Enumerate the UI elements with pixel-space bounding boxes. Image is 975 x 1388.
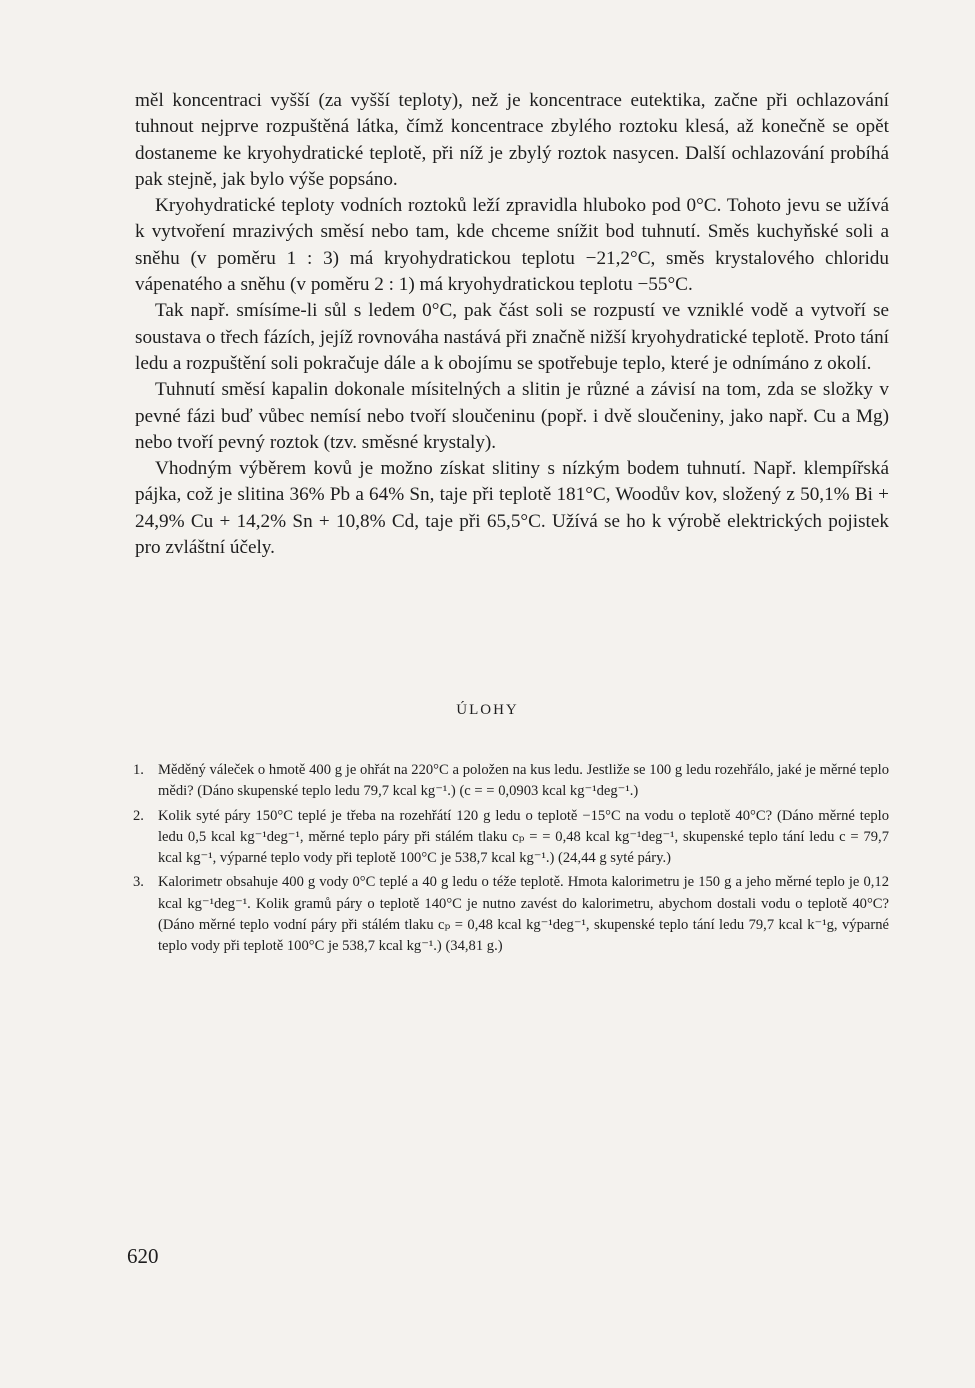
exercise-text: Kalorimetr obsahuje 400 g vody 0°C teplé a 40 g ledu o téže teplotě. Hmota kalorimetru je 150 g a jeho měrné teplo je 0,12 kcal kg⁻¹deg⁻¹. Kolik gramů páry o teplotě 140°C je nutno zavést do kalorimetru, abychom dostali vodu o teplotě 40°C? (Dáno měrné teplo vodní páry při stálém tlaku cₚ = 0,48 kcal kg⁻¹deg⁻¹, skupenské teplo tání ledu 79,7 kcal k⁻¹g, výparné teplo vody při teplotě 100°C je 538,7 kcal kg⁻¹.) (34,81 g.) <box>158 874 889 955</box>
paragraph: měl koncentraci vyšší (za vyšší teploty), než je koncentrace eutektika, začne při ochlazování tuhnout nejprve rozpuštěná látka, čímž koncentrace zbylého roztoku klesá, až konečně se opět dostaneme ke kryohydratické teplotě, při níž je zbylý roztok nasycen. Další ochlazování probíhá pak stejně, jak bylo výše popsáno. <box>135 90 889 190</box>
section-heading: ÚLOHY <box>456 702 519 718</box>
exercise-number: 3. <box>133 874 144 891</box>
page-number: 620 <box>127 1244 159 1268</box>
paragraph: Tuhnutí směsí kapalin dokonale mísitelných a slitin je různé a závisí na tom, zda se složky v pevné fázi buď vůbec nemísí nebo tvoří sloučeninu (popř. i dvě sloučeniny, jako např. Cu a Mg) nebo tvoří pevný roztok (tzv. směsné krystaly). <box>135 379 889 453</box>
exercise-number: 2. <box>133 807 144 824</box>
exercise-list <box>133 760 889 961</box>
exercise-item <box>133 872 889 957</box>
exercise-text: Kolik syté páry 150°C teplé je třeba na rozehřátí 120 g ledu o teplotě −15°C na vodu o teplotě 40°C? (Dáno měrné teplo ledu 0,5 kcal kg⁻¹deg⁻¹, měrné teplo páry při stálém tlaku cₚ = = 0,48 kcal kg⁻¹deg⁻¹, skupenské teplo tání ledu c = 79,7 kcal kg⁻¹, výparné teplo vody při teplotě 100°C je 538,7 kcal kg⁻¹.) (24,44 g syté páry.) <box>158 807 889 867</box>
body-text <box>135 88 889 561</box>
exercise-item <box>133 760 889 803</box>
paragraph: Vhodným výběrem kovů je možno získat slitiny s nízkým bodem tuhnutí. Např. klempířská pájka, což je slitina 36% Pb a 64% Sn, taje při teplotě 181°C, Woodův kov, složený z 50,1% Bi + 24,9% Cu + 14,2% Sn + 10,8% Cd, taje při 65,5°C. Užívá se ho k výrobě elektrických pojistek pro zvláštní účely. <box>135 458 889 559</box>
paragraph: Tak např. smísíme-li sůl s ledem 0°C, pak část soli se rozpustí ve vzniklé vodě a vytvoří se soustava o třech fázích, jejíž rovnováha nastává při značně nižší kryohydratické teplotě. Proto tání ledu a rozpuštění soli pokračuje dále a k obojímu se spotřebuje teplo, které je odnímáno z okolí. <box>135 300 889 374</box>
exercise-number: 1. <box>133 762 144 778</box>
paragraph: Kryohydratické teploty vodních roztoků leží zpravidla hluboko pod 0°C. Tohoto jevu se užívá k vytvoření mrazivých směsí nebo tam, kde chceme snížit bod tuhnutí. Směs kuchyňské soli a sněhu (v poměru 1 : 3) má kryohydratickou teplotu −21,2°C, směs krystalového chloridu vápenatého a sněhu (v poměru 2 : 1) má kryohydratickou teplotu −55°C. <box>135 195 889 296</box>
exercise-item <box>133 806 889 870</box>
exercise-text: Měděný váleček o hmotě 400 g je ohřát na 220°C a položen na kus ledu. Jestliže se 100 g ledu rozehřálo, jaké je měrné teplo mědi? (Dáno skupenské teplo ledu 79,7 kcal kg⁻¹.) (c = = 0,0903 kcal kg⁻¹deg⁻¹.) <box>158 762 889 800</box>
